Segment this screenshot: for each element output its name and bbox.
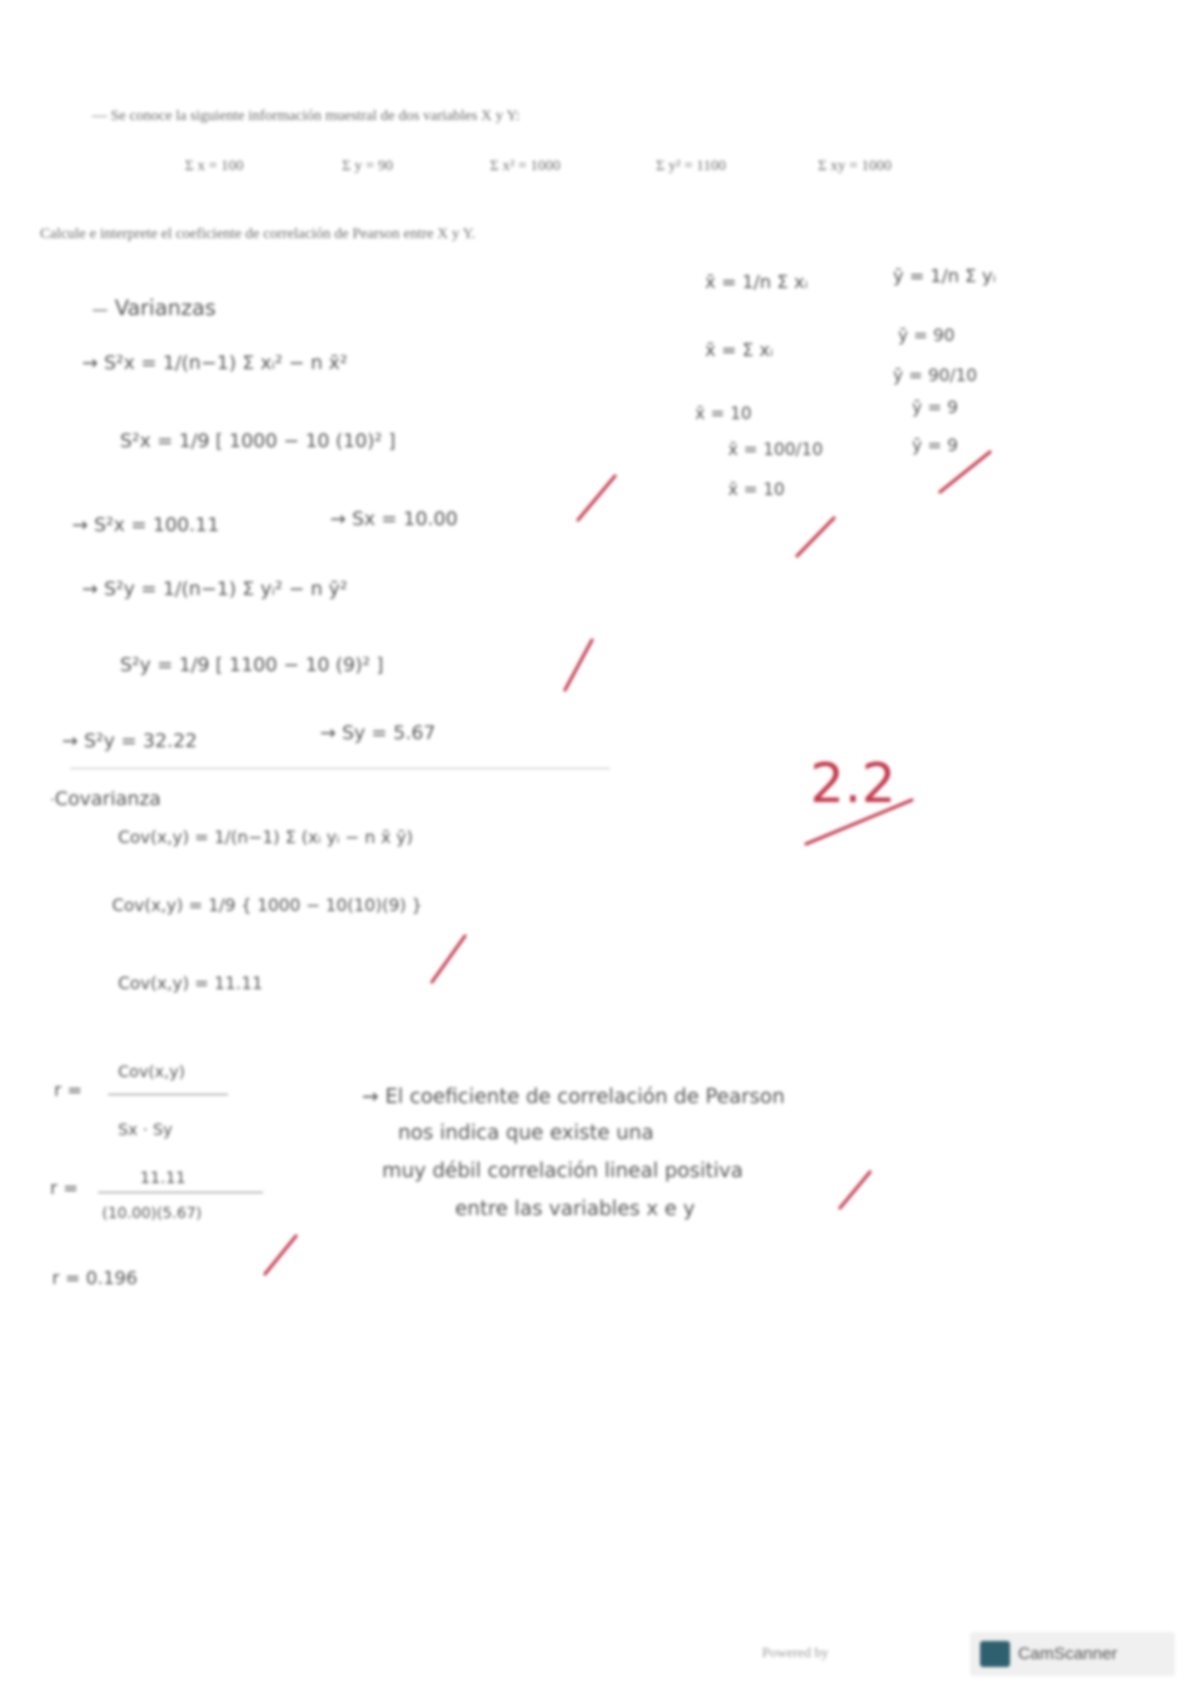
check-mark-pearson xyxy=(265,1236,296,1274)
covarianza-heading-text: Covarianza xyxy=(54,788,161,810)
xbar-formula: x̄ = 1/n Σ xᵢ xyxy=(705,272,808,293)
ybar-line2: ȳ = 90 xyxy=(898,326,955,346)
ybar-result: ȳ = 9 xyxy=(912,436,958,456)
grade-underline xyxy=(806,800,912,844)
sd-y-result: → Sy = 5.67 xyxy=(320,722,436,744)
var-x-result: → S²x = 100.11 xyxy=(72,514,220,536)
check-mark-interpretation xyxy=(840,1172,870,1208)
check-mark-var-x xyxy=(578,476,615,520)
var-y-substitution: S²y = 1/9 [ 1100 − 10 (9)² ] xyxy=(120,654,384,676)
var-x-formula: → S²x = 1/(n−1) Σ xᵢ² − n x̄² xyxy=(82,352,348,374)
sum-x: Σ x = 100 xyxy=(185,158,244,174)
interpretation-line-4: entre las variables x e y xyxy=(455,1196,696,1220)
pearson-result: r = 0.196 xyxy=(52,1268,138,1289)
sum-x2: Σ x² = 1000 xyxy=(490,158,561,174)
cov-formula: Cov(x,y) = 1/(n−1) Σ (xᵢ yᵢ − n x̄ ȳ) xyxy=(118,828,413,848)
sd-x-result: → Sx = 10.00 xyxy=(330,508,458,530)
pearson-sub-denominator: (10.00)(5.67) xyxy=(102,1204,202,1222)
pearson-numerator: Cov(x,y) xyxy=(118,1062,185,1081)
interpretation-line-3: muy débil correlación lineal positiva xyxy=(382,1158,744,1182)
cov-result: Cov(x,y) = 11.11 xyxy=(118,974,263,994)
var-x-substitution: S²x = 1/9 [ 1000 − 10 (10)² ] xyxy=(120,430,396,452)
problem-question: Calcule e interprete el coeficiente de correlación de Pearson entre X y Y. xyxy=(40,226,476,242)
pearson-sub-numerator: 11.11 xyxy=(140,1168,186,1187)
var-y-formula: → S²y = 1/(n−1) Σ yᵢ² − n ȳ² xyxy=(82,578,348,600)
ybar-line4: ȳ = 9 xyxy=(912,398,958,418)
var-y-result: → S²y = 32.22 xyxy=(62,730,198,752)
xbar-line3: x̄ = 10 xyxy=(695,404,752,424)
xbar-result: x̄ = 10 xyxy=(728,480,785,500)
xbar-line4: x̄ = 100/10 xyxy=(728,440,823,460)
interpretation-line-2: nos indica que existe una xyxy=(398,1120,654,1144)
powered-by-label: Powered by xyxy=(762,1646,829,1661)
ybar-formula: ȳ = 1/n Σ yᵢ xyxy=(893,266,996,287)
xbar-line2: x̄ = Σ xᵢ xyxy=(705,340,774,361)
camscanner-brand: CamScanner xyxy=(1018,1644,1118,1663)
check-mark-cov xyxy=(432,936,465,982)
varianzas-heading: — Varianzas xyxy=(92,296,216,320)
interpretation-line-1: → El coeficiente de correlación de Pearson xyxy=(362,1084,785,1108)
check-mark-var-y xyxy=(565,640,592,690)
pearson-denominator: Sx · Sy xyxy=(118,1120,173,1139)
ybar-line3: ȳ = 90/10 xyxy=(893,366,978,386)
sum-xy: Σ xy = 1000 xyxy=(818,158,892,174)
camscanner-logo-icon xyxy=(980,1641,1010,1667)
varianzas-heading-text: Varianzas xyxy=(114,296,216,320)
problem-intro: — Se conoce la siguiente información muestral de dos variables X y Y: xyxy=(92,108,520,124)
check-mark-xbar xyxy=(797,518,834,556)
check-mark-ybar xyxy=(940,452,990,492)
sum-y: Σ y = 90 xyxy=(342,158,393,174)
pearson-lhs: r = xyxy=(54,1080,83,1101)
sum-y2: Σ y² = 1100 xyxy=(656,158,726,174)
cov-substitution: Cov(x,y) = 1/9 { 1000 − 10(10)(9) } xyxy=(112,896,423,916)
grade-score: 2.2 xyxy=(810,752,896,815)
covarianza-heading: ·Covarianza xyxy=(50,788,161,810)
pearson-sub-lhs: r = xyxy=(50,1178,79,1199)
